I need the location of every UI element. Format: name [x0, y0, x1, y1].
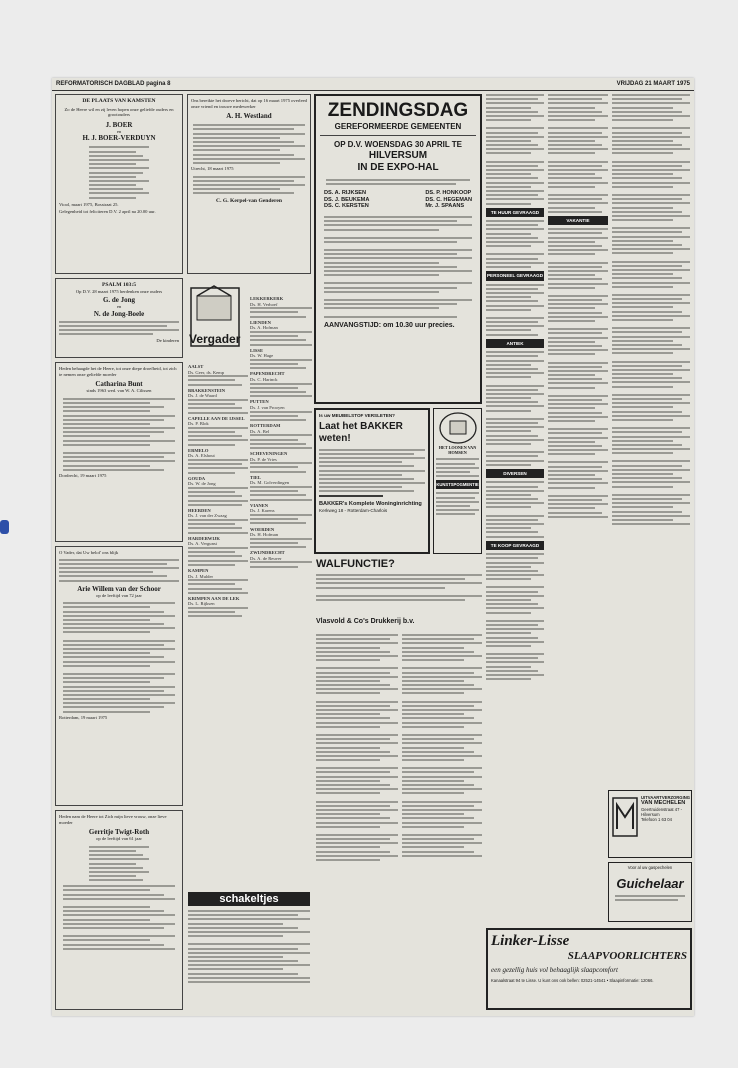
- ad-subtitle: SLAAPVOORLICHTERS: [567, 950, 687, 962]
- person-name: A. H. Westland: [226, 112, 272, 121]
- ad-store-name: BAKKER's Komplete Woninginrichting: [319, 501, 422, 508]
- ad-title: Laat het BAKKER weten!: [319, 420, 403, 444]
- person-name-2: H. J. BOER-VERDUYN: [82, 134, 156, 143]
- birth-notice: [55, 94, 183, 274]
- classifieds-col3b: [402, 634, 482, 1010]
- ad-line-2: HILVERSUM: [368, 150, 428, 161]
- person-name: Gerritje Twigt-Roth: [88, 828, 150, 837]
- ad-subtitle: GEREFORMEERDE GEMEENTEN: [334, 122, 462, 131]
- kramer-logo-icon: [438, 411, 478, 445]
- antiek-heading: ANTIEK: [486, 339, 544, 349]
- psalm-notice: [55, 278, 183, 358]
- and-word: en: [116, 128, 122, 134]
- person-detail: op de leeftijd van 61 jaar: [96, 836, 142, 842]
- tekoop-heading: TE KOOP GEVRAAGD: [486, 541, 544, 551]
- ad-title: UITVAARTVERZORGING: [641, 795, 691, 800]
- church-entry: LIENDEN Ds. A. Hofman: [250, 320, 312, 346]
- church-list-a: [188, 364, 248, 884]
- westland-notice: [187, 94, 311, 274]
- ad-line-1: OP D.V. WOENSDAG 30 APRIL TE: [333, 140, 463, 149]
- ad-slogan: een gezellig huis vol behaaglijk slaapcomfort: [491, 966, 618, 974]
- paper-date: VRIJDAG 21 MAART 1975: [616, 81, 690, 87]
- church-entry: HEERDEN Ds. J. van der Zwaag: [188, 508, 248, 534]
- ad-title: Linker-Lisse: [491, 933, 570, 949]
- ad-name: Guichelaar: [616, 876, 684, 892]
- church-entry: AALST Ds. Geer, ds. Kemp: [188, 364, 248, 386]
- person-name-1: G. de Jong: [102, 296, 136, 305]
- notice-intro: Zo de Heere wil en zij leven hopen onze geliefde ouders en grootouders: [64, 106, 174, 118]
- person-name-2: N. de Jong-Boele: [93, 309, 145, 318]
- church-entry: CAPELLE AAN DE IJSSEL Ds. P. Blok: [188, 416, 248, 446]
- notice-signature: C. G. Kerpel-van Genderen: [216, 198, 282, 205]
- scan-marker: [0, 520, 9, 534]
- ad-title: HET LOONEN VAN HOMSEN: [438, 445, 477, 456]
- zendingsdag-ad: [314, 94, 482, 404]
- church-entry: PAPENDRECHT Ds. C. Harinck: [250, 371, 312, 397]
- notice-footer: De kinderen: [156, 337, 179, 343]
- church-entry: KRIMPEN AAN DE LEK Ds. L. Rijksen: [188, 596, 248, 618]
- church-entry: SCHEVENINGEN Ds. P. de Vries: [250, 451, 312, 473]
- kramer-ad: [433, 408, 482, 554]
- and-word: en: [116, 304, 122, 310]
- person-detail: op de leeftijd van 72 jaar: [96, 592, 142, 598]
- mechelen-logo-icon: [612, 797, 638, 837]
- linker-lisse-ad: [486, 928, 692, 1010]
- classifieds-col5: [548, 94, 608, 784]
- notice-title: DE PLAATS VAN KAMSTEN: [82, 98, 156, 104]
- person-name-1: J. BOER: [105, 120, 133, 129]
- notice-intro: Op D.V. 28 maart 1975 herdenken onze ouders: [75, 288, 163, 294]
- church-entry: GOUDA Ds. W. de Jong: [188, 476, 248, 506]
- personeel-heading: PERSONEEL GEVRAAGD: [486, 271, 544, 281]
- ad-address: Kerkweg 18 - Rotterdam-Charlois: [319, 507, 388, 513]
- notice-intro: Ons bereikte het droeve bericht, dat op 16 maart 1975 overleed onze vriend en trouwe medewerker: [191, 98, 307, 109]
- ad-address: Geertruidenstraat 47 - Hilversum: [641, 806, 682, 817]
- church-entry: TIEL Ds. M. Golverdingen: [250, 475, 312, 501]
- church-entry: ROTTERDAM Ds. A. Bel: [250, 423, 312, 449]
- classifieds-col4: [486, 94, 544, 924]
- ad-name: VAN MECHELEN: [641, 800, 686, 807]
- notice-intro: O Vader, dat Uw belof' ons blijk: [59, 550, 119, 555]
- ad-phone: Telefoon 1 63 04: [641, 817, 672, 823]
- church-entry: WOERDEN Ds. H. Hofman: [250, 527, 312, 549]
- notice-footer: Gelegenheid tot feliciteren D.V. 2 april na 20.00 uur.: [59, 209, 156, 215]
- ad-top: Is uw MEUBELSTOF VERSLETEN?: [319, 413, 395, 418]
- kunst-heading: KUNSTSPOGMENTIE: [436, 480, 479, 489]
- page-header: [52, 78, 694, 91]
- classifieds-col6: [612, 94, 690, 784]
- notice-title: PSALM 103:5: [101, 282, 137, 288]
- speakers-right: DS. P. HONKOOP DS. C. HEGEMAN Mr. J. SPAANS: [425, 190, 472, 210]
- vakantie-heading: VAKANTIE: [548, 216, 608, 226]
- vergader-logo-word: Vergader: [189, 332, 241, 346]
- ad-line-3: IN DE EXPO-HAL: [357, 162, 439, 173]
- newspaper-page: [52, 78, 694, 1016]
- schoor-notice: [55, 546, 183, 806]
- twigt-notice: [55, 810, 183, 1010]
- schakeltjes-banner: schakeltjes: [188, 892, 310, 906]
- classifieds-col3a: [316, 634, 398, 1010]
- church-entry: ERMELO Ds. A. Elshout: [188, 448, 248, 474]
- church-entry: ZWIJNDRECHT Ds. A. de Reuver: [250, 550, 312, 567]
- person-name: Catharina Bunt: [95, 380, 143, 389]
- walfunctie-text: [316, 574, 482, 614]
- diversen-heading: DIVERSEN: [486, 469, 544, 479]
- ad-title: ZENDINGSDAG: [327, 100, 469, 121]
- speakers-left: DS. A. RIJKSEN DS. J. BEUKEMA DS. C. KERSTEN: [324, 190, 370, 210]
- ad-address: Kanaalstraat 94 te Lisse. U kunt ons ook bellen: 02521-14541 • Slaapinformatie: 12066.: [491, 978, 654, 983]
- church-entry: VIANEN Ds. J. Karens: [250, 503, 312, 525]
- walfunctie-heading: WALFUNCTIE?: [316, 558, 395, 570]
- paper-name: REFORMATORISCH DAGBLAD pagina 8: [56, 81, 171, 87]
- church-entry: LISSE Ds. W. Hage: [250, 348, 312, 370]
- classifieds-col2: [188, 910, 310, 1010]
- notice-footer: Rotterdam, 19 maart 1975: [59, 714, 108, 720]
- person-name: Arie Willem van der Schoor: [77, 584, 161, 593]
- notice-intro: Heden nam de Heere tot Zich mijn lieve vrouw, onze lieve moeder: [59, 814, 167, 825]
- catharina-notice: [55, 362, 183, 542]
- church-entry: LEKKERKERK Ds. H. Verhoef: [250, 296, 312, 318]
- ad-top: Voor al uw gaspechelen: [627, 865, 673, 870]
- church-list-b: [250, 296, 312, 896]
- notice-intro: Heden behaagde het de Heere, tot onze diepe droefheid, tot zich te nemen onze geliefde moeder: [59, 366, 177, 377]
- tehuur-heading: TE HUUR GEVRAAGD: [486, 208, 544, 218]
- ad-start-time: AANVANGSTIJD: om 10.30 uur precies.: [324, 321, 455, 329]
- notice-rest: Viool, maart 1975, Bosstraat 25.: [59, 201, 119, 207]
- church-entry: KAMPEN Ds. J. Mulder: [188, 568, 248, 594]
- church-entry: HARDERWIJK Ds. A. Vergunst: [188, 536, 248, 566]
- guichelaar-ad: [608, 862, 692, 922]
- notice-footer: Dordrecht, 19 maart 1975: [59, 472, 107, 478]
- person-detail: sinds 1963 wed. van W. A. Cilissen: [86, 388, 152, 394]
- church-entry: BRAKKENSTEIN Ds. J. de Waard: [188, 388, 248, 414]
- mechelen-ad: [608, 790, 692, 858]
- church-entry: PUTTEN Ds. J. van Prooyen: [250, 399, 312, 421]
- bakker-ad: [314, 408, 430, 554]
- notice-location: Utrecht, 18 maart 1975: [191, 166, 234, 172]
- vlasvold-heading: Vlasvold & Co's Drukkerij b.v.: [316, 618, 415, 625]
